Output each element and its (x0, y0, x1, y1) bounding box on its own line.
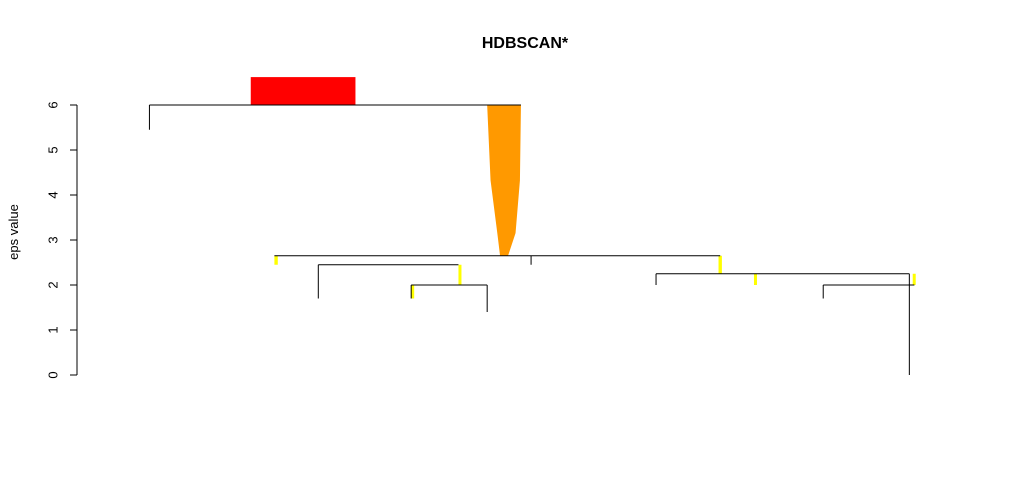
red-cluster (251, 77, 356, 105)
yellow-cluster-4 (719, 256, 722, 274)
dendrogram-lines (149, 105, 914, 375)
y-axis (46, 101, 77, 378)
y-tick-label: 0 (45, 371, 61, 379)
chart-title: HDBSCAN* (481, 35, 569, 52)
y-axis-label: eps value (6, 204, 21, 260)
cluster-bars (251, 77, 916, 298)
yellow-cluster-6 (913, 274, 916, 285)
y-tick-label: 6 (45, 101, 61, 109)
y-tick-label: 4 (45, 191, 61, 199)
yellow-cluster-2 (458, 265, 461, 285)
yellow-cluster-5 (754, 274, 757, 285)
yellow-cluster-1 (274, 256, 277, 265)
orange-cluster (487, 105, 521, 256)
y-tick-label: 1 (45, 326, 61, 334)
y-tick-label: 3 (45, 236, 61, 244)
y-tick-label: 5 (45, 146, 61, 154)
y-tick-label: 2 (45, 281, 61, 289)
y-ticks (46, 101, 77, 378)
